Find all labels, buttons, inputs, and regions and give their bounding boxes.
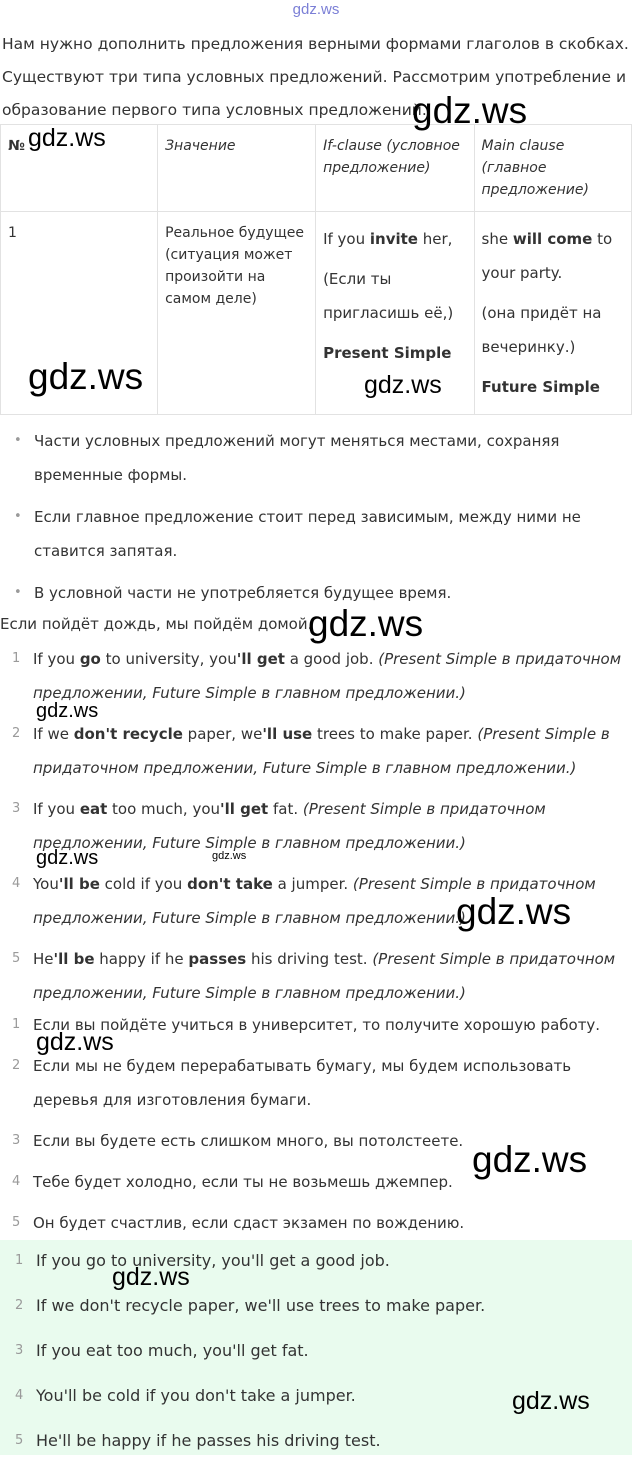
list-item: • Если главное предложение стоит перед зависимым, между ними не ставится запятая. xyxy=(12,500,622,568)
list-item: 1 Если вы пойдёте учиться в университет, то получите хорошую работу. xyxy=(12,1016,601,1034)
main-clause-tense: Future Simple xyxy=(481,378,600,396)
list-item: 1 If you go to university, you'll get a good job. xyxy=(15,1251,390,1270)
bullet-icon: • xyxy=(14,509,22,524)
header-if-clause: If-clause (условное предложение) xyxy=(316,125,474,212)
watermark: gdz.ws xyxy=(308,603,424,644)
grammar-note: (Present Simple в придаточном предложении, Future Simple в главном предложении.) xyxy=(33,725,610,777)
intro-line-2: Существуют три типа условных предложений. Рассмотрим употребление и образование первого типа условных предложений. xyxy=(2,68,627,119)
watermark: gdz.ws xyxy=(28,124,106,152)
example-sentence: Если пойдёт дождь, мы пойдём домой. xyxy=(0,615,313,633)
list-item: 5 He'll be happy if he passes his driving test. xyxy=(15,1431,381,1450)
explained-answers-list xyxy=(12,642,624,1017)
watermark: gdz.ws xyxy=(36,700,99,722)
if-clause-tense: Present Simple xyxy=(323,344,452,362)
watermark: gdz.ws xyxy=(456,891,572,932)
list-item: • В условной части не употребляется будущее время. xyxy=(12,576,622,610)
list-item: 4 You'll be cold if you don't take a jumper. xyxy=(15,1386,356,1405)
watermark: gdz.ws xyxy=(36,847,99,869)
intro-line-1: Нам нужно дополнить предложения верными формами глаголов в скобках. xyxy=(2,35,629,53)
list-item: 2 If we don't recycle paper, we'll use trees to make paper. xyxy=(15,1296,486,1315)
intro-text xyxy=(2,28,630,131)
list-item: 3 If you eat too much, you'll get fat. xyxy=(15,1341,309,1360)
cell-number: 1 xyxy=(1,212,158,415)
list-item: • Части условных предложений могут меняться местами, сохраняя временные формы. xyxy=(12,424,622,492)
rules-list xyxy=(12,424,622,618)
list-item: 4 Тебе будет холодно, если ты не возьмешь джемпер. xyxy=(12,1173,453,1191)
main-clause-example: she will come to your party. xyxy=(481,230,613,282)
grammar-note: (Present Simple в придаточном предложении, Future Simple в главном предложении.) xyxy=(33,800,546,852)
watermark: gdz.ws xyxy=(472,1139,588,1180)
list-item: 2 Если мы не будем перерабатывать бумагу, мы будем использовать деревья для изготовления бумаги. xyxy=(12,1057,572,1109)
header-number: № xyxy=(1,125,158,212)
list-item: 3 If you eat too much, you'll get fat. (Present Simple в придаточном предложении, Future Simple в главном предложении.) xyxy=(12,800,546,852)
bullet-icon: • xyxy=(14,585,22,600)
watermark: gdz.ws xyxy=(28,356,144,397)
cell-meaning: Реальное будущее (ситуация может произойти на самом деле) xyxy=(158,212,316,415)
bullet-icon: • xyxy=(14,433,22,448)
list-item: 5 Он будет счастлив, если сдаст экзамен по вождению. xyxy=(12,1214,465,1232)
grammar-note: (Present Simple в придаточном предложении, Future Simple в главном предложении.) xyxy=(33,875,596,927)
if-clause-translation: (Если ты пригласишь её,) xyxy=(323,270,454,322)
list-item: 2 If we don't recycle paper, we'll use trees to make paper. (Present Simple в придаточном предложении, Future Simple в главном предложении.) xyxy=(12,725,610,777)
if-clause-example: If you invite her, xyxy=(323,230,453,248)
grammar-note: (Present Simple в придаточном предложении, Future Simple в главном предложении.) xyxy=(33,950,616,1002)
watermark: gdz.ws xyxy=(112,1263,190,1291)
watermark: gdz.ws xyxy=(512,1387,590,1415)
final-answers-list xyxy=(15,1243,627,1468)
header-meaning: Значение xyxy=(158,125,316,212)
list-item: 5 He'll be happy if he passes his driving test. (Present Simple в придаточном предложении, Future Simple в главном предложении.) xyxy=(12,950,616,1002)
watermark: gdz.ws xyxy=(364,371,442,399)
watermark-top: gdz.ws xyxy=(292,1,340,18)
list-item: 1 If you go to university, you'll get a good job. (Present Simple в придаточном предложении, Future Simple в главном предложении.) xyxy=(12,650,622,702)
watermark: gdz.ws xyxy=(212,850,247,862)
list-item: 4 You'll be cold if you don't take a jumper. (Present Simple в придаточном предложении, Future Simple в главном предложении.) xyxy=(12,875,596,927)
header-main-clause: Main clause (главное предложение) xyxy=(474,125,631,212)
watermark: gdz.ws xyxy=(412,90,528,131)
watermark: gdz.ws xyxy=(36,1028,114,1056)
main-clause-translation: (она придёт на вечеринку.) xyxy=(481,304,602,356)
cell-main-clause xyxy=(474,212,631,415)
list-item: 3 Если вы будете есть слишком много, вы потолстеете. xyxy=(12,1132,464,1150)
final-answers-panel xyxy=(0,1240,632,1455)
grammar-note: (Present Simple в придаточном предложении, Future Simple в главном предложении.) xyxy=(33,650,622,702)
